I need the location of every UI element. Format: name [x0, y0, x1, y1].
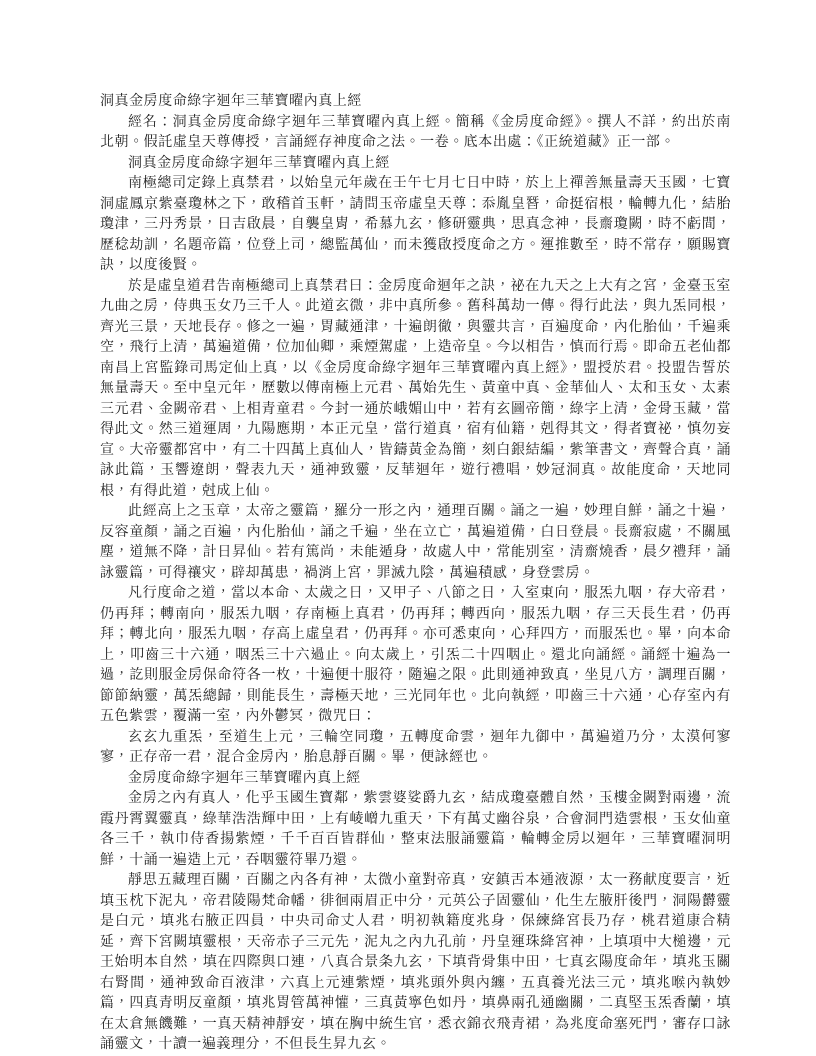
abstract: 經名：洞真金房度命綠字迴年三華寶曜內真上經。簡稱《金房度命經》。撰人不詳，約出於南北朝。假託虛皇天尊傳授，言誦經存神度命之法。一卷。底本出處：《正統道藏》正一部。: [100, 113, 731, 150]
incantation: 玄玄九重炁，至道生上元，三輪空同瓊，五轉度命雲，迴年九御中，萬遍道乃分，太漠何寥寥，正存帝一君，混合金房內，胎息靜百關。畢，便詠經也。: [100, 728, 731, 765]
verse-1: 金房之內有真人，化乎玉國生寶鄰，紫雲婆娑爵九玄，結成瓊臺體自然，玉樓金闕對兩邊，流霞丹霄翼靈真，綠華浩浩輝中田，上有崚嶒九重天，下有萬丈幽谷泉，合會洞門造雲根，玉女仙童各三千，執巾侍香揚紫煙，千千百百皆群仙，整束法服誦靈篇，輪轉金房以迴年，三華寶曜洞明鮮，十誦一遍造上元，吞咽靈符畢乃還。: [100, 790, 731, 868]
paragraph-3: 此經高上之玉章，太帝之靈篇，羅分一形之內，通理百關。誦之一遍，妙理自鮮，誦之十遍，反容童顏，誦之百遍，內化胎仙，誦之千遍，坐在立亡，萬遍道備，白日登晨。長齋寂處，不關風塵，道無不降，計日昇仙。若有篤尚，未能遁身，故處人中，常能別室，清齋燒香，晨夕禮拜，誦詠靈篇，可得禳灾，辟却萬患，禍消上宮，罪滅九陰，萬遍積感，身登雲房。: [100, 503, 731, 581]
verse-2: 靜思五藏理百關，百關之內各有神，太微小童對帝真，安鎮舌本通液源，太一務献度要言，近填玉枕下泥丸，帝君陵陽梵命幡，徘徊兩眉正中分，元英公子固靈仙，化生左腋肝後門，洞陽欝靈是白元，填兆右腋正四員，中央司命丈人君，明初執籍度兆身，保練絳宮長乃存，桃君道康合精延，齊下宮闕填靈根，天帝赤子三元先，泥丸之內九孔前，丹皇運珠絳宮神，上填項中大槌邊，元王始明本自然，填在四際與口連，八真合景条九玄，下填背骨集中田，七真玄陽度命年，填兆玉關右腎間，通神致命百液津，六真上元連紫煙，填兆頭外與內纏，五真養光法三元，填兆喉內執妙篇，四真青明反童顏，填兆胃管萬神懽，三真黃寧色如丹，填鼻兩孔通幽關，二真堅玉炁香蘭，填在太倉無饑難，一真天精神靜安，填在胸中統生官，悉衣錦衣飛青裙，為兆度命塞死門，審存口詠誦靈文，十讀一遍義理分，不但長生昇九玄。: [100, 872, 731, 1052]
section-title: 金房度命綠字迴年三華寶曜內真上經: [128, 769, 361, 786]
paragraph-1: 南極總司定錄上真禁君，以始皇元年歲在壬午七月七日中時，於上上禪善無量壽天玉國，七寶洞虛鳳京紫臺瓊林之下，敢稽首玉軒，請問玉帝虛皇天尊：忝胤皇朁，命挺宿根，輪轉九化，結胎瓊津，三丹秀景，日吉啟晨，自襲皇胄，希慕九玄，修研靈典，思真念神，長齋瓊闕，時不虧間，歷稔劫訓，名題帝篇，位登上司，總監萬仙，而未獲啟授度命之方。運推數至，時不常存，願賜寶訣，以度後賢。: [100, 175, 731, 273]
paragraph-2: 於是虛皇道君告南極總司上真禁君曰：金房度命迴年之訣，祕在九天之上大有之宮，金臺玉室九曲之房，侍典玉女乃三千人。此道玄微，非中真所參。舊科萬劫一傳。得行此法，與九炁同根，齊光三景，天地長存。修之一遍，胃藏通津，十遍朗徹，與靈共言，百遍度命，內化胎仙，千遍乘空，飛行上清，萬遍道備，位加仙卿，乘煙駕虛，上造帝皇。今以相告，慎而行焉。即命五老仙都南昌上宮監錄司馬定仙上真，以《金房度命綠字迴年三華寶曜內真上經》，盟授於君。投盟告誓於無量壽天。至中皇元年，歷數以傳南極上元君、萬始先生、黃童中真、金華仙人、太和玉女、太素三元君、金闕帝君、上相青童君。今封一通於峨媚山中，若有玄圖帝簡，綠字上清，金骨玉藏，當得此文。然三道運周，九陽應期，本正元皇，當行道真，宿有仙籍，剋得其文，得者寶祕，慎勿妄宣。大帝靈都宮中，有二十四萬上真仙人，皆鑄黃金為簡，刻白銀結編，紫筆書文，齊聲合真，誦詠此篇，玉響遼朗，聲表九天，通神致靈，反華迴年，遊行禮唱，妙冠洞真。故能度命，天地同根，有得此道，尅成上仙。: [100, 277, 731, 499]
document-body: [100, 91, 731, 1055]
doc-title: 洞真金房度命綠字迴年三華寶曜內真上經: [100, 93, 362, 109]
inner-title: 洞真金房度命綠字迴年三華寶曜內真上經: [128, 154, 390, 171]
paragraph-4: 凡行度命之道，當以本命、太歲之日，又甲子、八節之日，入室東向，服炁九咽，存大帝君，仍再拜；轉南向，服炁九咽，存南極上真君，仍再拜；轉西向，服炁九咽，存三天長生君，仍再拜；轉北向，服炁九咽，存高上虛皇君，仍再拜。亦可悉東向，心拜四方，而服炁也。畢，向本命上，叩齒三十六通，咽炁三十六過止。向太歲上，引炁二十四咽止。還北向誦經。誦經十遍為一過，訖則服金房保命符各一枚，十遍便十服符，隨遍之限。此則通神致真，坐見八方，調理百關，節節納靈，萬炁總歸，則能長生，壽極天地，三光同年也。北向執經，叩齒三十六通，心存室內有五色紫雲，覆滿一室，內外鬱冥，微咒曰：: [100, 585, 731, 724]
